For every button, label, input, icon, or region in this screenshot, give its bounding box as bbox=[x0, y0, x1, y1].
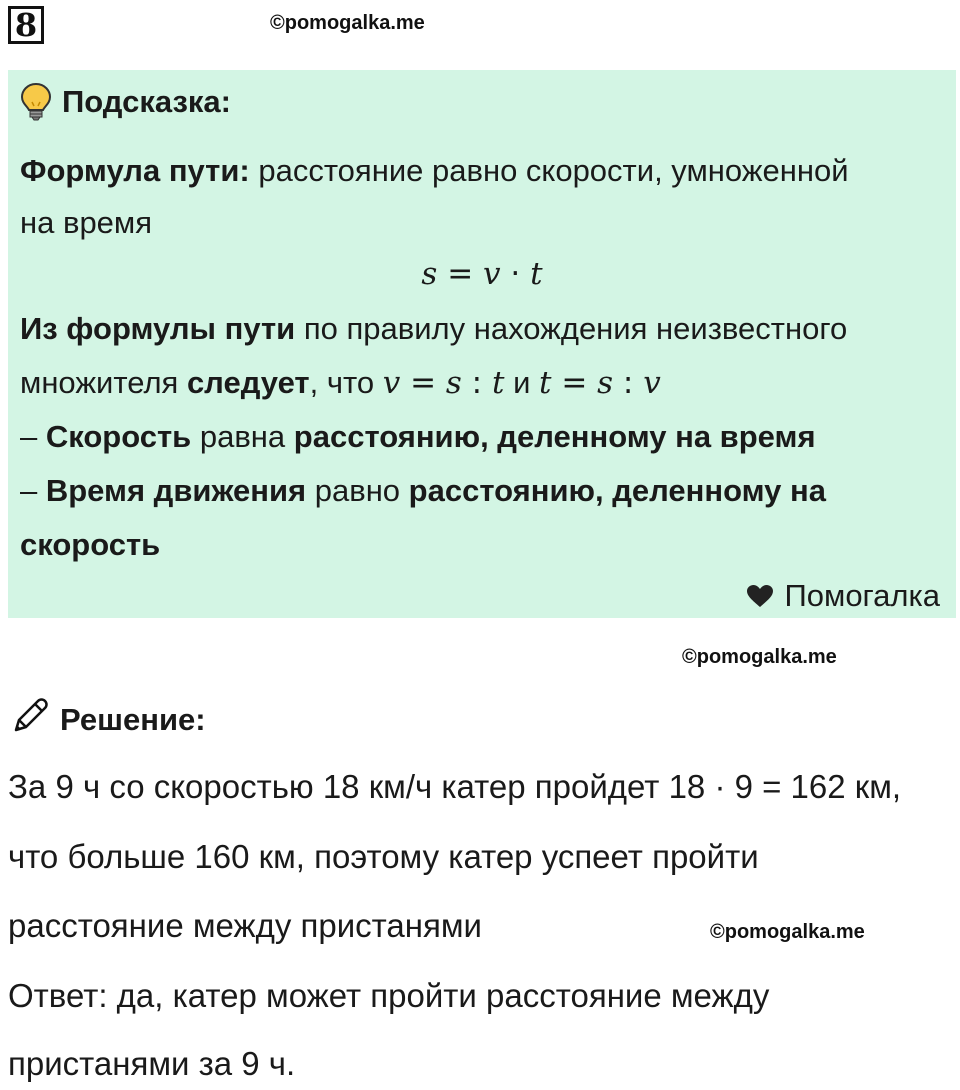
formula-description-line-1 bbox=[20, 152, 849, 189]
formula-equals: = bbox=[437, 256, 484, 292]
derive-eq-1: = bbox=[400, 365, 446, 401]
speed-rule-line bbox=[20, 418, 816, 455]
heart-icon bbox=[746, 584, 774, 608]
answer-line-2: пристанями за 9 ч. bbox=[8, 1045, 296, 1082]
hint-header bbox=[20, 82, 231, 122]
derive-eq-2: = bbox=[551, 365, 598, 401]
speed-dash: – bbox=[20, 419, 46, 454]
watermark-middle: ©pomogalka.me bbox=[682, 646, 837, 668]
speed-text: равна bbox=[191, 419, 294, 454]
derive-line-2 bbox=[20, 364, 661, 402]
derive-bold-1: Из формулы пути bbox=[20, 311, 296, 346]
derive-v-2: v bbox=[643, 365, 661, 401]
speed-bold: Скорость bbox=[45, 419, 192, 454]
watermark-top: ©pomogalka.me bbox=[270, 12, 425, 34]
lightbulb-icon bbox=[20, 82, 52, 122]
derive-t-2: t bbox=[539, 365, 552, 401]
derive-t-1: t bbox=[491, 365, 505, 401]
solution-line-2: что больше 160 км, поэтому катер успеет пройти bbox=[8, 838, 759, 875]
derive-s-1: s bbox=[445, 365, 462, 401]
derive-text-1: по правилу нахождения неизвестного bbox=[295, 311, 848, 346]
derive-v: v bbox=[382, 365, 401, 401]
formula-v: v bbox=[483, 256, 501, 292]
time-rule-line-1 bbox=[20, 472, 826, 509]
solution-header bbox=[10, 696, 206, 744]
formula-text: расстояние равно скорости, умноженной bbox=[249, 153, 849, 188]
solution-line-1: За 9 ч со скоростью 18 км/ч катер пройдет 18 · 9 = 162 км, bbox=[8, 768, 902, 805]
derive-s-2: s bbox=[597, 365, 614, 401]
time-bold-2: расстоянию, деленному на bbox=[408, 473, 826, 508]
hint-box bbox=[8, 70, 956, 618]
time-text: равно bbox=[306, 473, 409, 508]
answer-line-1: Ответ: да, катер может пройти расстояние между bbox=[8, 977, 770, 1014]
signature bbox=[746, 578, 940, 614]
derive-div-1: : bbox=[461, 365, 492, 401]
task-number: 8 bbox=[8, 6, 44, 44]
time-dash: – bbox=[20, 473, 46, 508]
derive-and: и bbox=[504, 365, 539, 400]
hint-title: Подсказка: bbox=[62, 84, 231, 119]
time-bold: Время движения bbox=[45, 473, 307, 508]
watermark-bottom: ©pomogalka.me bbox=[710, 921, 865, 943]
derive-div-2: : bbox=[613, 365, 644, 401]
formula-label: Формула пути: bbox=[20, 153, 250, 188]
derive-bold-2: следует bbox=[186, 365, 310, 400]
pencil-icon bbox=[10, 696, 50, 744]
speed-bold-2: расстоянию, деленному на время bbox=[293, 419, 816, 454]
path-formula bbox=[8, 256, 956, 292]
derive-text-2b: , что bbox=[309, 365, 383, 400]
formula-description-line-2: на время bbox=[20, 205, 153, 240]
formula-s: s bbox=[421, 256, 438, 292]
time-rule-line-2: скорость bbox=[20, 527, 161, 562]
formula-dot: · bbox=[500, 256, 531, 292]
formula-t: t bbox=[530, 256, 543, 292]
derive-text-2a: множителя bbox=[20, 365, 187, 400]
derive-line-1 bbox=[20, 310, 847, 347]
solution-line-3: расстояние между пристанями bbox=[8, 907, 482, 944]
solution-title: Решение: bbox=[60, 702, 206, 737]
signature-text: Помогалка bbox=[784, 578, 940, 613]
